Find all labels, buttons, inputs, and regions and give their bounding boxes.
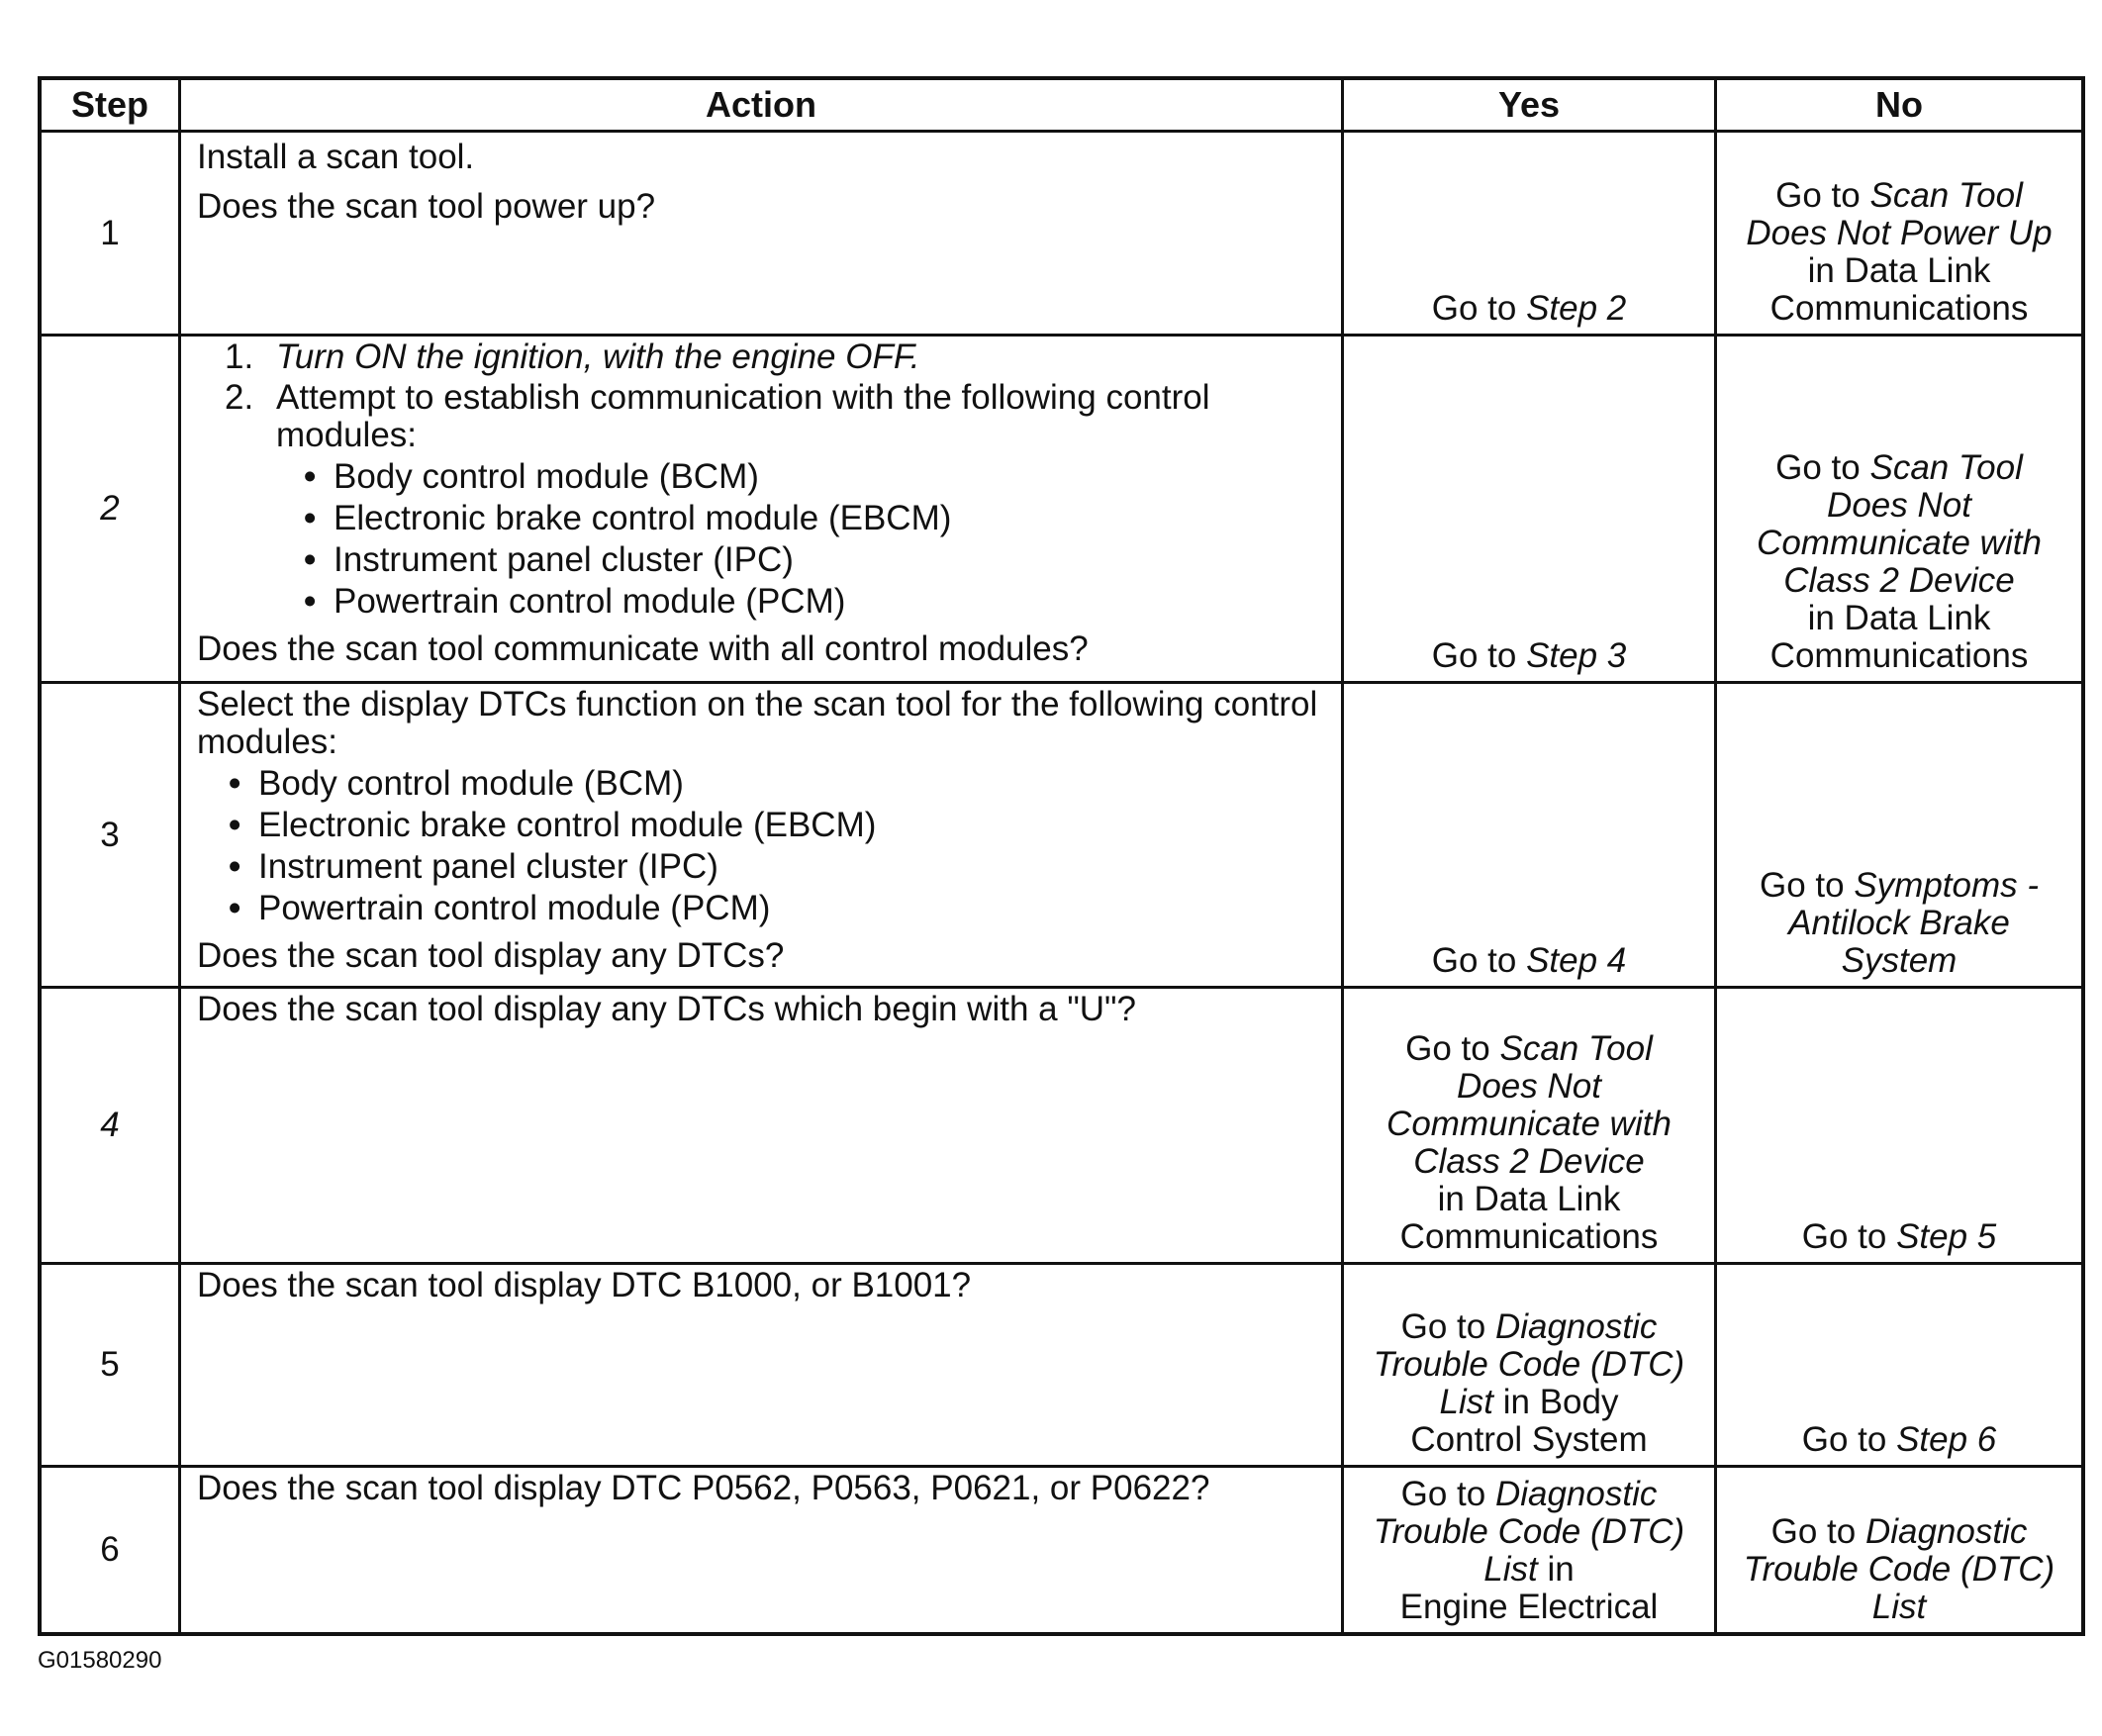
item-number: 1. [225,338,254,376]
yes-cell [1343,988,1716,1264]
step-number: 3 [40,683,180,988]
bullet-text: Powertrain control module (PCM) [334,582,846,621]
table-row [40,1467,2083,1635]
yes-link[interactable]: Scan Tool [1499,1029,1653,1068]
yes-cell [1343,1264,1716,1467]
yes-link[interactable]: List [1439,1383,1493,1421]
step-number: 1 [40,132,180,336]
no-link[interactable]: Communicate with [1757,524,2042,562]
yes-cell [1343,1467,1716,1635]
yes-link[interactable]: List [1483,1550,1538,1589]
no-link[interactable]: List [1871,1588,1927,1626]
no-link[interactable]: Class 2 Device [1783,561,2015,600]
no-prefix: Go to [1775,176,1870,215]
action-cell [180,336,1343,683]
yes-link[interactable]: Diagnostic [1494,1475,1658,1513]
item-text: Turn ON the ignition, with the engine OFF. [276,338,920,376]
bullet-item [304,500,1325,537]
no-cell [1716,1264,2084,1467]
action-question: Does the scan tool display any DTCs? [197,936,785,975]
yes-link[interactable]: Trouble Code (DTC) [1373,1512,1685,1551]
no-prefix: Go to [1775,448,1870,487]
no-link[interactable]: Scan Tool [1869,176,2023,215]
action-cell [180,988,1343,1264]
bullet-text: Body control module (BCM) [334,457,759,496]
yes-link[interactable]: Step 3 [1526,636,1627,675]
no-link[interactable]: Trouble Code (DTC) [1743,1550,2055,1589]
no-cell [1716,988,2084,1264]
yes-text: in Data Link [1437,1180,1621,1218]
no-prefix: Go to [1801,1217,1897,1256]
no-cell [1716,1467,2084,1635]
item-text: Attempt to establish communication with the following control modules: [276,378,1210,454]
action-question: Does the scan tool display DTC B1000, or B1001? [197,1266,972,1304]
no-link[interactable]: Does Not [1827,486,1971,525]
no-text: in Data Link [1807,251,1991,290]
header-step: Step [40,78,180,132]
bullet-icon: • [304,582,317,621]
no-link[interactable]: Scan Tool [1869,448,2023,487]
no-link[interactable]: Does Not Power Up [1746,214,2053,252]
no-link[interactable]: System [1841,941,1958,980]
bullet-text: Electronic brake control module (EBCM) [334,499,952,537]
action-text: Select the display DTCs function on the scan tool for the following control modules: [197,685,1318,761]
no-prefix: Go to [1759,866,1855,905]
action-cell [180,1264,1343,1467]
yes-text: in [1537,1550,1575,1589]
action-question: Does the scan tool display any DTCs which begin with a "U"? [197,990,1136,1028]
action-question: Does the scan tool power up? [197,187,656,226]
yes-prefix: Go to [1431,636,1527,675]
yes-link[interactable]: Communicate with [1386,1105,1672,1143]
bullet-item [229,848,1325,886]
yes-cell [1343,683,1716,988]
step-number: 6 [40,1467,180,1635]
header-no: No [1716,78,2084,132]
item-number: 2. [225,378,254,417]
bullet-text: Instrument panel cluster (IPC) [258,847,718,886]
yes-cell [1343,132,1716,336]
no-text: in Data Link [1807,599,1991,637]
diagnostic-table [38,76,2085,1636]
table-row [40,683,2083,988]
bullet-item [229,807,1325,844]
action-text: Install a scan tool. [197,138,475,176]
numbered-item [225,379,1325,454]
no-link[interactable]: Symptoms - [1854,866,2040,905]
bullet-item [304,458,1325,496]
header-yes: Yes [1343,78,1716,132]
yes-link[interactable]: Does Not [1457,1067,1601,1106]
table-row [40,132,2083,336]
yes-text: in Body [1493,1383,1619,1421]
bullet-icon: • [229,847,241,886]
step-number: 2 [40,336,180,683]
bullet-item [229,890,1325,927]
yes-text: Communications [1399,1217,1659,1256]
step-number: 5 [40,1264,180,1467]
no-prefix: Go to [1770,1512,1865,1551]
no-text: Communications [1769,636,2029,675]
bullet-item [229,765,1325,803]
numbered-item [225,338,1325,376]
yes-text: Engine Electrical [1399,1588,1659,1626]
yes-prefix: Go to [1431,941,1527,980]
no-cell [1716,336,2084,683]
no-link[interactable]: Step 6 [1896,1420,1997,1459]
bullet-icon: • [229,764,241,803]
no-link[interactable]: Antilock Brake [1788,904,2010,942]
header-action: Action [180,78,1343,132]
no-link[interactable]: Step 5 [1896,1217,1997,1256]
yes-link[interactable]: Class 2 Device [1413,1142,1645,1181]
header-row [40,78,2083,132]
bullet-icon: • [229,806,241,844]
action-cell [180,132,1343,336]
table-row [40,336,2083,683]
bullet-item [304,541,1325,579]
action-question: Does the scan tool display DTC P0562, P0563, P0621, or P0622? [197,1469,1210,1507]
step-number: 4 [40,988,180,1264]
bullet-icon: • [304,457,317,496]
yes-prefix: Go to [1405,1029,1500,1068]
action-cell [180,1467,1343,1635]
yes-link[interactable]: Step 2 [1526,289,1627,328]
yes-prefix: Go to [1400,1475,1495,1513]
yes-link[interactable]: Trouble Code (DTC) [1373,1345,1685,1384]
action-cell [180,683,1343,988]
yes-link[interactable]: Diagnostic [1494,1307,1658,1346]
no-text: Communications [1769,289,2029,328]
table-row [40,988,2083,1264]
table-row [40,1264,2083,1467]
yes-text: Control System [1410,1420,1648,1459]
no-prefix: Go to [1801,1420,1897,1459]
bullet-icon: • [304,499,317,537]
bullet-icon: • [229,889,241,927]
action-question: Does the scan tool communicate with all control modules? [197,629,1089,668]
figure-id: G01580290 [38,1647,162,1674]
bullet-item [304,583,1325,621]
bullet-icon: • [304,540,317,579]
no-cell [1716,683,2084,988]
bullet-text: Powertrain control module (PCM) [258,889,771,927]
yes-prefix: Go to [1431,289,1527,328]
bullet-text: Instrument panel cluster (IPC) [334,540,794,579]
bullet-text: Body control module (BCM) [258,764,684,803]
no-cell [1716,132,2084,336]
no-link[interactable]: Diagnostic [1864,1512,2028,1551]
yes-prefix: Go to [1400,1307,1495,1346]
bullet-text: Electronic brake control module (EBCM) [258,806,877,844]
yes-cell [1343,336,1716,683]
yes-link[interactable]: Step 4 [1526,941,1627,980]
